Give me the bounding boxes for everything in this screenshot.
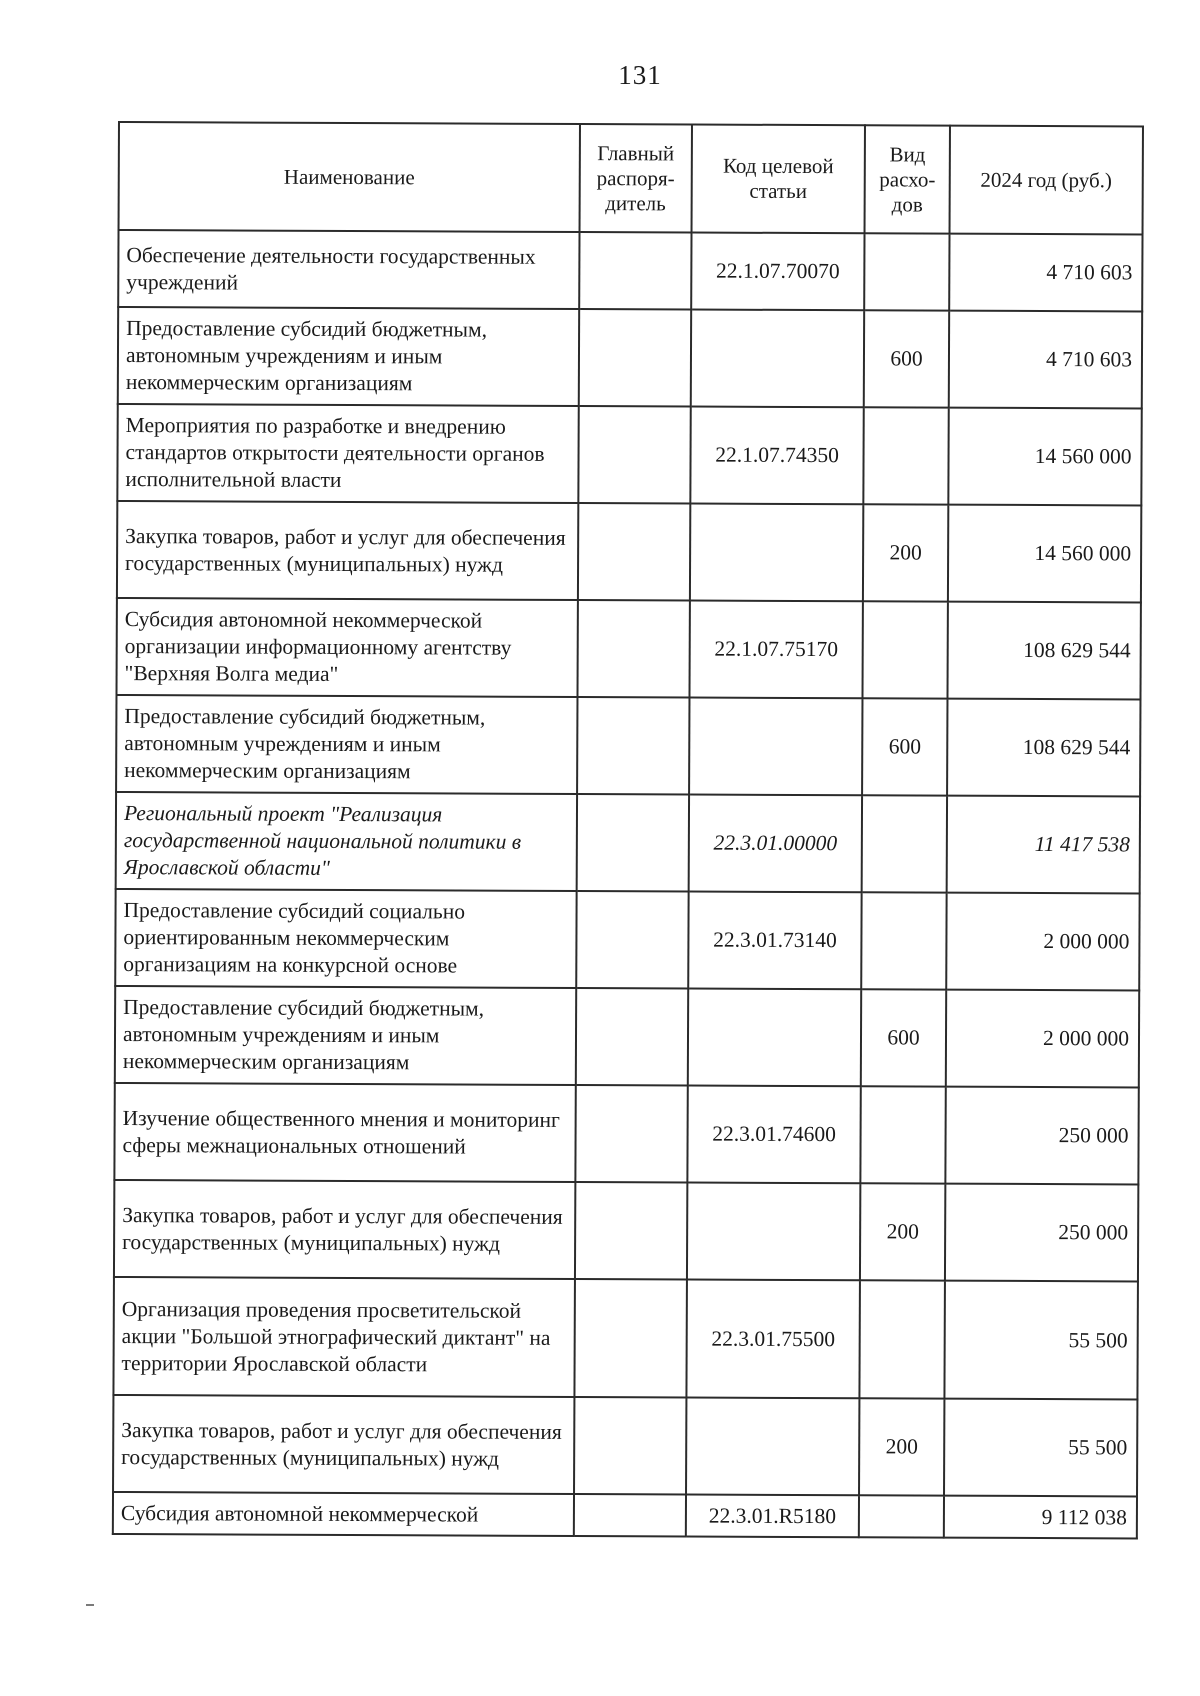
row-manager [579,232,691,309]
table-row [118,230,1142,311]
row-type [861,1086,946,1183]
header-type: Вид расхо-дов [865,125,950,233]
row-type: 600 [861,989,946,1086]
row-amount: 9 112 038 [944,1496,1137,1539]
row-type [861,892,946,989]
row-code: 22.1.07.75170 [689,600,863,698]
row-manager [576,891,688,988]
row-type [864,407,949,504]
row-manager [577,697,689,794]
row-type: 200 [860,1183,945,1280]
row-amount: 250 000 [945,1184,1139,1282]
row-amount: 11 417 538 [947,796,1141,894]
row-type: 600 [864,310,949,407]
row-code: 22.3.01.74600 [687,1085,861,1183]
row-name: Предоставление субсидий социально ориентированным некоммерческим организациям на конкурсной основе [115,889,576,988]
table-row [114,1180,1138,1281]
table-row [116,792,1140,893]
row-manager [574,1279,686,1397]
row-name: Изучение общественного мнения и мониторинг сферы межнациональных отношений [114,1083,575,1182]
row-manager [577,794,689,891]
table-row [116,695,1140,796]
row-manager [579,309,691,406]
row-manager [575,1085,687,1182]
row-name: Мероприятия по разработке и внедрению стандартов открытости деятельности органов исполнительной власти [117,404,578,503]
table-row [118,307,1142,408]
row-name: Закупка товаров, работ и услуг для обеспечения государственных (муниципальных) нужд [113,1395,574,1494]
row-name: Закупка товаров, работ и услуг для обеспечения государственных (муниципальных) нужд [117,501,578,600]
row-code [690,503,864,601]
row-type [860,1280,945,1398]
row-manager [578,406,690,503]
table-row [115,986,1139,1087]
row-manager [578,600,690,697]
row-manager [575,1182,687,1279]
row-name: Предоставление субсидий бюджетным, автономным учреждениям и иным некоммерческим организациям [116,695,577,794]
row-amount: 2 000 000 [946,893,1140,991]
row-name: Закупка товаров, работ и услуг для обеспечения государственных (муниципальных) нужд [114,1180,575,1279]
row-name: Предоставление субсидий бюджетным, автономным учреждениям и иным некоммерческим организациям [118,307,579,406]
row-amount: 55 500 [944,1281,1138,1400]
row-amount: 108 629 544 [947,699,1141,797]
row-name: Субсидия автономной некоммерческой [113,1492,574,1536]
row-code: 22.3.01.75500 [686,1279,860,1398]
table-body [113,230,1143,1538]
row-name: Предоставление субсидий бюджетным, автономным учреждениям и иным некоммерческим организациям [115,986,576,1085]
row-manager [574,1494,686,1536]
row-amount: 4 710 603 [949,311,1143,409]
table-header-row [119,122,1143,234]
row-amount: 250 000 [945,1087,1139,1185]
table-row [114,1083,1138,1184]
row-code: 22.1.07.70070 [691,233,865,311]
row-code [690,310,864,408]
row-type [863,601,948,698]
row-code [688,988,862,1086]
row-name: Региональный проект "Реализация государственной национальной политики в Ярославской области" [116,792,577,891]
row-amount: 14 560 000 [948,408,1142,506]
row-type: 200 [863,504,948,601]
table-row [113,1277,1138,1399]
scan-mark [86,1604,94,1606]
row-type [864,233,949,310]
header-name: Наименование [119,122,580,232]
row-code: 22.3.01.00000 [688,794,862,892]
row-amount: 4 710 603 [949,234,1142,312]
row-code: 22.1.07.74350 [690,407,864,505]
row-manager [578,503,690,600]
table-row [113,1395,1137,1496]
row-type [862,795,947,892]
table-row [117,501,1141,602]
row-code [689,697,863,795]
page-number: 131 [618,60,662,90]
header-code: Код целевой статьи [691,125,865,234]
row-type: 600 [862,698,947,795]
row-code [687,1182,861,1280]
row-amount: 14 560 000 [948,505,1142,603]
row-name: Организация проведения просветительской акции "Большой этнографический диктант" на территории Ярославской области [113,1277,575,1397]
row-amount: 108 629 544 [947,602,1141,700]
row-code: 22.3.01.73140 [688,891,862,989]
row-code: 22.3.01.R5180 [686,1494,860,1537]
row-type: 200 [859,1398,944,1495]
row-name: Обеспечение деятельности государственных учреждений [118,230,579,309]
header-manager: Главный распоря-дитель [580,124,692,232]
table-row [117,404,1141,505]
row-manager [574,1397,686,1494]
table-row [116,598,1140,699]
row-amount: 55 500 [944,1399,1138,1497]
table-row [115,889,1139,990]
row-amount: 2 000 000 [946,990,1140,1088]
row-name: Субсидия автономной некоммерческой организации информационному агентству "Верхняя Волга медиа" [116,598,577,697]
row-code [686,1397,860,1495]
table-row [113,1492,1137,1538]
row-manager [576,988,688,1085]
header-year: 2024 год (руб.) [949,126,1143,235]
budget-table [112,121,1144,1539]
row-type [859,1495,944,1537]
